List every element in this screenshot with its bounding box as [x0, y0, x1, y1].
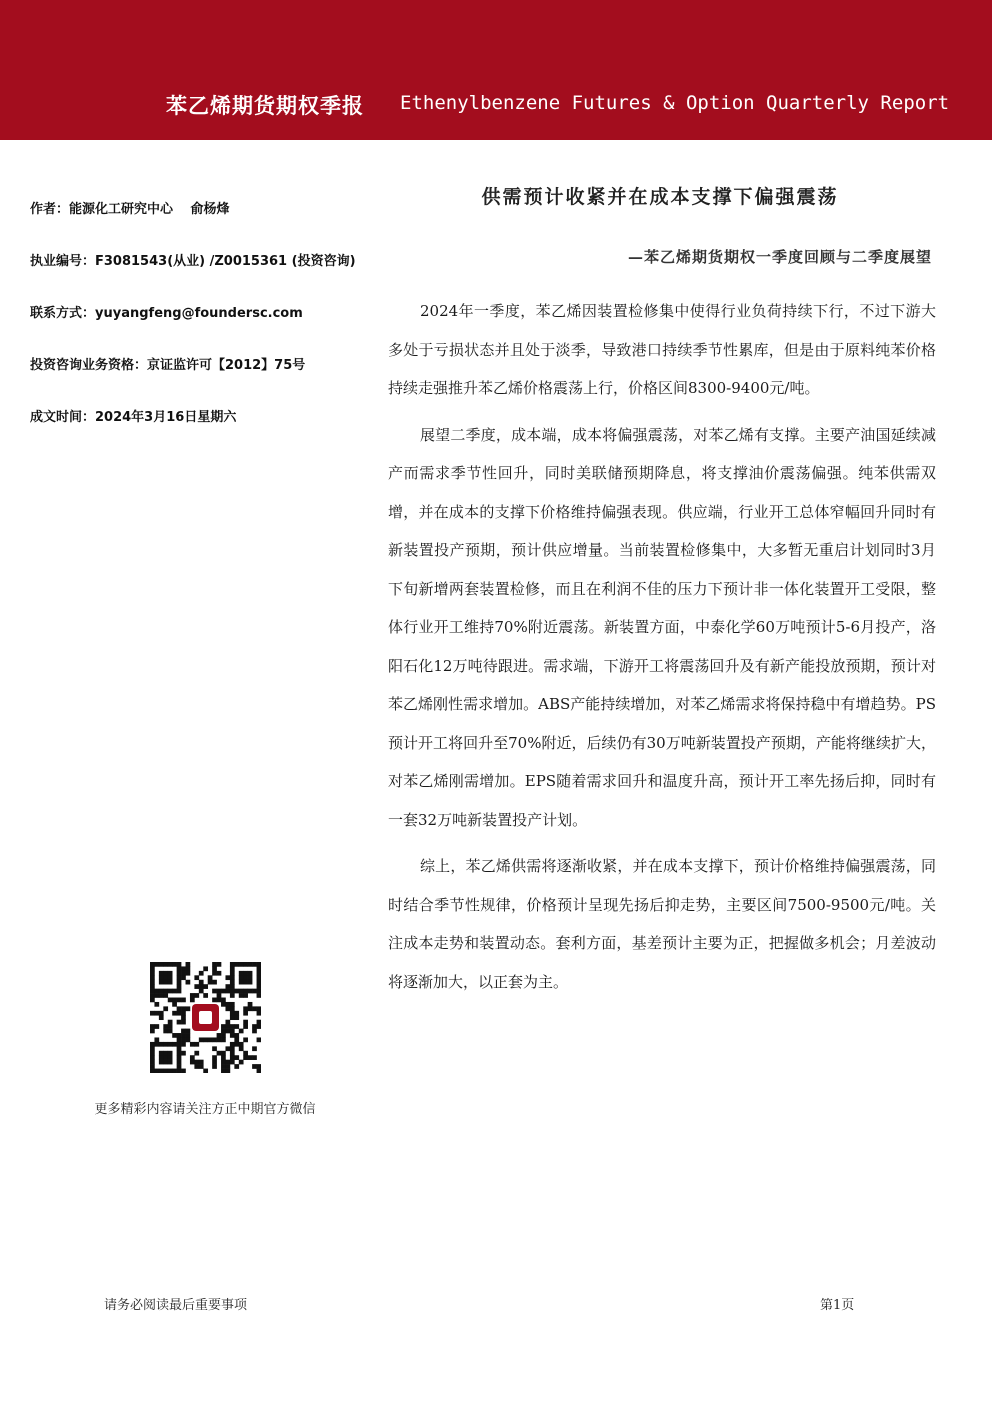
header-band [0, 0, 992, 140]
meta-contact: 联系方式：yuyangfeng@foundersc.com [30, 306, 303, 321]
qr-caption: 更多精彩内容请关注方正中期官方微信 [94, 1102, 316, 1117]
qr-code-icon [150, 962, 261, 1073]
meta-qualification: 投资咨询业务资格：京证监许可【2012】75号 [30, 358, 306, 373]
page-number: 第1页 [820, 1298, 855, 1313]
article-body [388, 292, 936, 1009]
paragraph: 展望二季度，成本端，成本将偏强震荡，对苯乙烯有支撑。主要产油国延续减产而需求季节性回升，同时美联储预期降息，将支撑油价震荡偏强。纯苯供需双增，并在成本的支撑下价格维持偏强表现。供应端，行业开工总体窄幅回升同时有新装置投产预期，预计供应增量。当前装置检修集中，大多暂无重启计划同时3月下旬新增两套装置检修，而且在利润不佳的压力下预计非一体化装置开工受限，整体行业开工维持70%附近震荡。新装置方面，中泰化学60万吨预计5-6月投产，洛阳石化12万吨待跟进。需求端，下游开工将震荡回升及有新产能投放预期，预计对苯乙烯刚性需求增加。ABS产能持续增加，对苯乙烯需求将保持稳中有增趋势。PS预计开工将回升至70%附近，后续仍有30万吨新装置投产预期，产能将继续扩大，对苯乙烯刚需增加。EPS随着需求回升和温度升高，预计开工率先扬后抑，同时有一套32万吨新装置投产计划。 [388, 425, 936, 829]
meta-author: 作者：能源化工研究中心 俞杨烽 [30, 202, 230, 217]
footer-notice: 请务必阅读最后重要事项 [104, 1298, 248, 1313]
article-title: 供需预计收紧并在成本支撑下偏强震荡 [481, 186, 839, 208]
meta-license: 执业编号：F3081543(从业) /Z0015361 (投资咨询) [30, 254, 356, 269]
meta-date: 成文时间：2024年3月16日星期六 [30, 410, 237, 425]
report-title-en: Ethenylbenzene Futures & Option Quarterly Report [400, 92, 950, 114]
paragraph: 2024年一季度，苯乙烯因装置检修集中使得行业负荷持续下行，不过下游大多处于亏损状态并且处于淡季，导致港口持续季节性累库，但是由于原料纯苯价格持续走强推升苯乙烯价格震荡上行，价格区间8300-9400元/吨。 [388, 302, 936, 397]
article-subtitle: —苯乙烯期货期权一季度回顾与二季度展望 [627, 248, 932, 266]
author-meta [30, 200, 356, 460]
report-title-cn: 苯乙烯期货期权季报 [166, 94, 364, 118]
paragraph: 综上，苯乙烯供需将逐渐收紧，并在成本支撑下，预计价格维持偏强震荡，同时结合季节性规律，价格预计呈现先扬后抑走势，主要区间7500-9500元/吨。关注成本走势和装置动态。套利方面，基差预计主要为正，把握做多机会；月差波动将逐渐加大，以正套为主。 [388, 857, 936, 991]
